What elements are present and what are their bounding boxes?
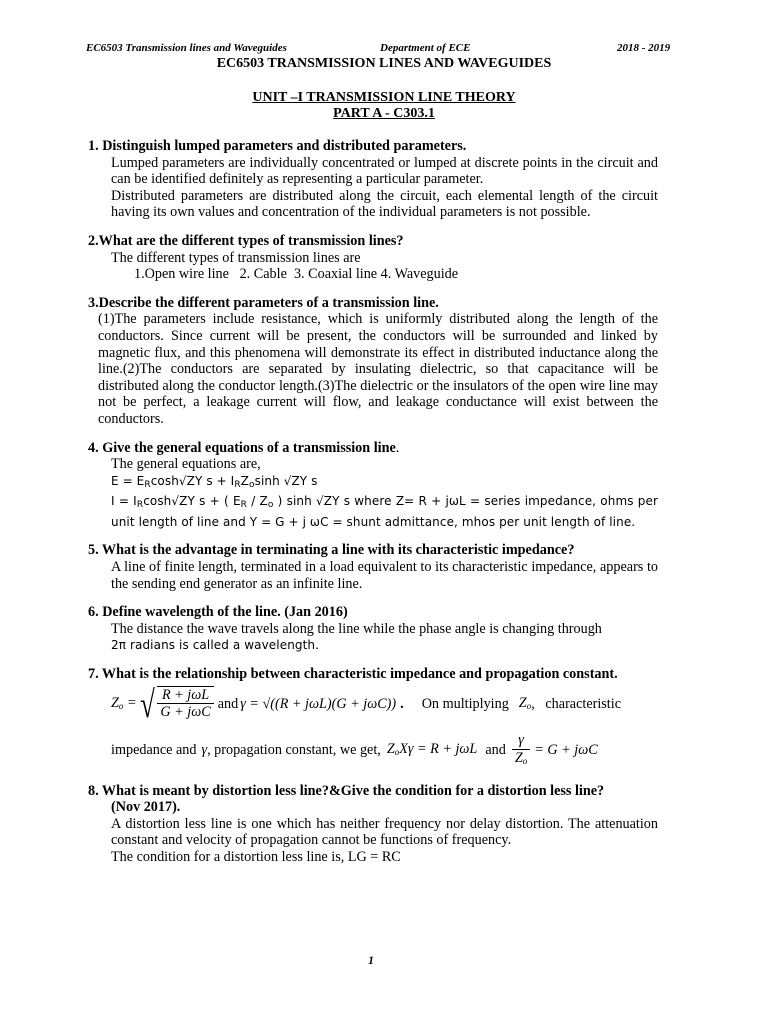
question-list: [88, 138, 658, 878]
answer-paragraph: The condition for a distortion less line is, LG = RC: [111, 849, 401, 865]
equation-characteristic-impedance: [111, 683, 658, 727]
header-course-code: EC6503 Transmission lines and Waveguides: [86, 42, 287, 54]
answer-paragraph: The general equations are,: [111, 456, 261, 473]
fraction-denominator: G + jωC: [160, 704, 211, 721]
fraction-numerator: R + jωL: [157, 687, 213, 705]
question-title: 1. Distinguish lumped parameters and distributed parameters.: [88, 138, 467, 154]
question-2: [88, 233, 658, 283]
gamma-equation: γ = √((R + jωL)(G + jωC)): [240, 696, 397, 713]
question-title: 2.What are the different types of transmission lines?: [88, 232, 404, 249]
zo-symbol: $Z_o$ =: [111, 694, 137, 711]
ratio-numerator: γ: [512, 732, 530, 750]
answer-paragraph: 2π radians is called a wavelength.: [111, 638, 320, 653]
sqrt-fraction: √ $\frac{\text{R + jωL}}{\text{G + jωC}}$: [137, 686, 214, 724]
answer-paragraph: Distributed parameters are distributed along the circuit, each elemental length of the circuit having its own values and concentration of the individual parameters is not possible.: [111, 187, 658, 221]
answer-list: 1.Open wire line 2. Cable 3. Coaxial line 4. Waveguide: [134, 266, 459, 283]
equation-current: I = IRcosh√ZY s + ( ER / Zo ) sinh √ZY s where Z= R + jωL = series impedance, ohms per unit length of line and Y = G + j ωC = shunt admittance, mhos per unit length of line.: [111, 494, 659, 529]
document-title: EC6503 TRANSMISSION LINES AND WAVEGUIDES: [216, 56, 552, 71]
conjunction: and: [485, 742, 506, 759]
question-8: [88, 783, 658, 866]
question-title-date: (Nov 2017).: [111, 799, 181, 816]
header-year: 2018 - 2019: [617, 42, 671, 54]
part-title: PART A - C303.1: [333, 106, 435, 121]
answer-paragraph: A line of finite length, terminated in a load equivalent to its characteristic impedance, appears to the sending end generator as an infinite line.: [111, 559, 658, 592]
answer-paragraph: The different types of transmission lines are: [111, 249, 361, 266]
question-title: 7. What is the relationship between characteristic impedance and propagation constant.: [88, 666, 618, 683]
answer-paragraph: Lumped parameters are individually concentrated or lumped at discrete points in the circuit and can be identified definitely as representing a particular parameter.: [111, 154, 658, 188]
text-impedance-and: impedance and: [111, 742, 197, 759]
question-5: [88, 542, 658, 592]
answer-paragraph: A distortion less line is one which has neither frequency nor delay distortion. The attenuation constant and velocity of propagation cannot be functions of frequency.: [111, 815, 658, 849]
question-4: [88, 440, 658, 531]
question-title: 4. Give the general equations of a transmission line.: [88, 439, 400, 456]
header-department: Department of ECE: [380, 42, 471, 54]
ratio-denominator: $Z_o$: [514, 749, 528, 766]
ratio-fraction: [512, 732, 530, 769]
text-characteristic: , characteristic: [531, 696, 621, 713]
question-title: 5. What is the advantage in terminating a line with its characteristic impedance?: [88, 542, 575, 559]
period: .: [400, 696, 404, 713]
question-1: [88, 138, 658, 221]
text-propagation-constant: , propagation constant, we get,: [207, 742, 381, 759]
answer-paragraph: The distance the wave travels along the line while the phase angle is changing through: [111, 620, 602, 637]
ratio-rhs: = G + jωC: [534, 742, 598, 759]
unit-title: UNIT –I TRANSMISSION LINE THEORY: [252, 90, 516, 105]
question-7: [88, 666, 658, 771]
page-number: 1: [368, 953, 374, 967]
gamma-symbol: γ: [201, 742, 208, 759]
question-3: [88, 295, 658, 428]
zo-symbol: $Z_o$: [518, 694, 532, 711]
question-title: 8. What is meant by distortion less line?&Give the condition for a distortion less line?: [88, 782, 605, 799]
question-title: 6. Define wavelength of the line. (Jan 2016): [88, 604, 348, 621]
question-title: 3.Describe the different parameters of a transmission line.: [88, 294, 439, 311]
text-on-multiplying: On multiplying: [421, 696, 509, 713]
equation-product-ratio: [111, 731, 658, 771]
equation-voltage: E = ERcosh√ZY s + IRZosinh √ZY s: [111, 473, 318, 490]
conjunction: and: [217, 696, 239, 713]
product-equation: $Z_oX\gamma = R + j\omega L$: [386, 740, 478, 757]
question-6: [88, 604, 658, 654]
answer-paragraph: (1)The parameters include resistance, which is uniformly distributed along the length of the conductors. Since current will be present, the conductors will be surrounded and linked by magnetic flux, and this phenomena will demonstrate its effect in distributed inductance along the line.(2)The conductors are separated by insulating dielectric, so that capacitance will be distributed along the conductor length.(3)The dielectric or the insulators of the open wire line may not be perfect, a leakage current will flow, and leakage conductance will exist between the conductors.: [98, 311, 658, 427]
